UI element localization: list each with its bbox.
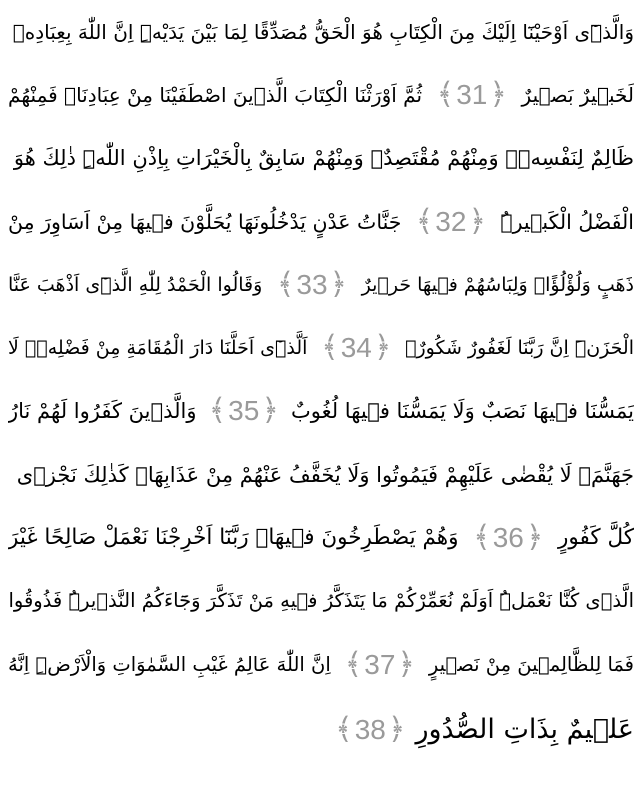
ayah-number: 32 bbox=[435, 206, 467, 237]
ayah-number: 38 bbox=[354, 714, 386, 745]
ornate-bracket-right-icon: ﴿ bbox=[373, 330, 392, 365]
verse-text: ثُمَّ اَوْرَثْنَا الْكِتَابَ الَّذٖينَ اصْطَفَيْنَا مِنْ عِبَادِنَاۚ فَمِنْهُمْ bbox=[8, 83, 423, 107]
ornate-bracket-right-icon: ﴿ bbox=[329, 267, 348, 302]
verse-text: ظَالِمٌ لِنَفْسِهٖۚ وَمِنْهُمْ مُقْتَصِدٌۚ وَمِنْهُمْ سَابِقٌ بِالْخَيْرَاتِ بِاِذْنِ اللّٰهِۜ ذٰلِكَ هُوَ bbox=[13, 146, 634, 170]
text-line-4 bbox=[8, 192, 634, 252]
verse-text: الَّذٖى كُنَّا نَعْمَلُۜ اَوَلَمْ نُعَمِّرْكُمْ مَا يَتَذَكَّرُ فٖيهِ مَنْ تَذَكَّرَ وَجَٓاءَكُمُ النَّذٖيرُۜ فَذُوقُوا bbox=[8, 589, 634, 612]
ayah-number: 37 bbox=[364, 649, 396, 680]
ayah-number: 31 bbox=[456, 79, 488, 110]
ayah-number-marker bbox=[410, 203, 492, 241]
ayah-number-marker bbox=[467, 519, 549, 557]
verse-text: اِنَّ اللّٰهَ عَالِمُ غَيْبِ السَّمٰوَاتِ وَالْاَرْضِۜ اِنَّهُ bbox=[8, 653, 331, 676]
ayah-number-marker bbox=[271, 266, 353, 304]
ornate-bracket-left-icon: ﴾ bbox=[276, 267, 295, 302]
ornate-bracket-left-icon: ﴾ bbox=[344, 647, 363, 682]
verse-text: عَلٖيمٌ بِذَاتِ الصُّدُورِ bbox=[415, 714, 634, 745]
text-line-1 bbox=[8, 2, 634, 62]
ornate-bracket-left-icon: ﴾ bbox=[436, 77, 455, 112]
text-line-5 bbox=[8, 255, 634, 315]
ayah-number-marker bbox=[203, 392, 285, 430]
ayah-number-marker bbox=[431, 76, 513, 114]
text-line-2 bbox=[8, 65, 634, 125]
verse-text: جَهَنَّمَۚ لَا يُقْضٰى عَلَيْهِمْ فَيَمُوتُوا وَلَا يُخَفَّفُ عَنْهُمْ مِنْ عَذَابِهَاۜ كَذٰلِكَ نَجْزٖى bbox=[16, 463, 634, 487]
text-line-11 bbox=[8, 635, 634, 695]
text-line-9 bbox=[8, 508, 634, 568]
ayah-number-marker bbox=[329, 711, 411, 749]
text-line-10 bbox=[8, 571, 634, 631]
verse-text: وَقَالُوا الْحَمْدُ لِلّٰهِ الَّذٖٓى اَذْهَبَ عَنَّا bbox=[8, 274, 263, 296]
text-line-6 bbox=[8, 318, 634, 378]
verse-text: اَلَّذٖٓى اَحَلَّنَا دَارَ الْمُقَامَةِ مِنْ فَضْلِهٖۚ لَا bbox=[8, 337, 308, 359]
ayah-number-marker bbox=[339, 646, 421, 684]
verse-text: لَخَبٖيرٌ بَصٖيرٌ bbox=[521, 83, 634, 107]
verse-text: جَنَّاتُ عَدْنٍ يَدْخُلُونَهَا يُحَلَّوْنَ فٖيهَا مِنْ اَسَاوِرَ مِنْ bbox=[8, 210, 402, 234]
ornate-bracket-right-icon: ﴿ bbox=[468, 204, 487, 239]
ayah-number: 34 bbox=[340, 332, 372, 363]
ayah-number: 36 bbox=[492, 522, 524, 553]
ornate-bracket-left-icon: ﴾ bbox=[321, 330, 339, 365]
text-line-8 bbox=[8, 445, 634, 505]
verse-text: يَمَسُّنَا فٖيهَا نَصَبٌ وَلَا يَمَسُّنَا فٖيهَا لُغُوبٌ bbox=[290, 399, 634, 423]
ornate-bracket-right-icon: ﴿ bbox=[525, 520, 544, 555]
verse-text: ذَهَبٍ وَلُؤْلُؤًاۚ وَلِبَاسُهُمْ فٖيهَا حَرٖيرٌ bbox=[361, 274, 634, 296]
ornate-bracket-left-icon: ﴾ bbox=[415, 204, 434, 239]
ayah-number: 33 bbox=[296, 269, 328, 300]
ornate-bracket-left-icon: ﴾ bbox=[335, 712, 353, 747]
verse-text: وَالَّذٖٓى اَوْحَيْنَٓا اِلَيْكَ مِنَ الْكِتَابِ هُوَ الْحَقُّ مُصَدِّقًا لِمَا بَيْنَ يَدَيْهِۜ اِنَّ اللّٰهَ بِعِبَادِهٖ bbox=[12, 20, 634, 44]
text-line-12 bbox=[8, 700, 634, 760]
ornate-bracket-right-icon: ﴿ bbox=[489, 77, 507, 112]
ayah-number-marker bbox=[315, 329, 397, 367]
text-line-7 bbox=[8, 381, 634, 441]
verse-text: فَمَا لِلظَّالِمٖينَ مِنْ نَصٖيرٍ bbox=[428, 653, 634, 676]
text-line-3 bbox=[8, 128, 634, 188]
ornate-bracket-right-icon: ﴿ bbox=[261, 393, 279, 428]
ornate-bracket-left-icon: ﴾ bbox=[208, 393, 227, 428]
ornate-bracket-right-icon: ﴿ bbox=[387, 712, 406, 747]
verse-text: الْفَضْلُ الْكَبٖيرُۜ bbox=[500, 210, 634, 234]
verse-text: وَهُمْ يَصْطَرِخُونَ فٖيهَاۚ رَبَّنَٓا اَخْرِجْنَا نَعْمَلْ صَالِحًا غَيْرَ bbox=[8, 525, 459, 550]
verse-text: كُلَّ كَفُورٍ bbox=[558, 525, 634, 550]
ornate-bracket-right-icon: ﴿ bbox=[397, 647, 415, 682]
ornate-bracket-left-icon: ﴾ bbox=[473, 520, 491, 555]
verse-text: الْحَزَنَۜ اِنَّ رَبَّنَا لَغَفُورٌ شَكُورٌۙ bbox=[405, 337, 634, 359]
ayah-number: 35 bbox=[228, 395, 260, 426]
verse-text: وَالَّذٖينَ كَفَرُوا لَهُمْ نَارُ bbox=[8, 399, 197, 423]
